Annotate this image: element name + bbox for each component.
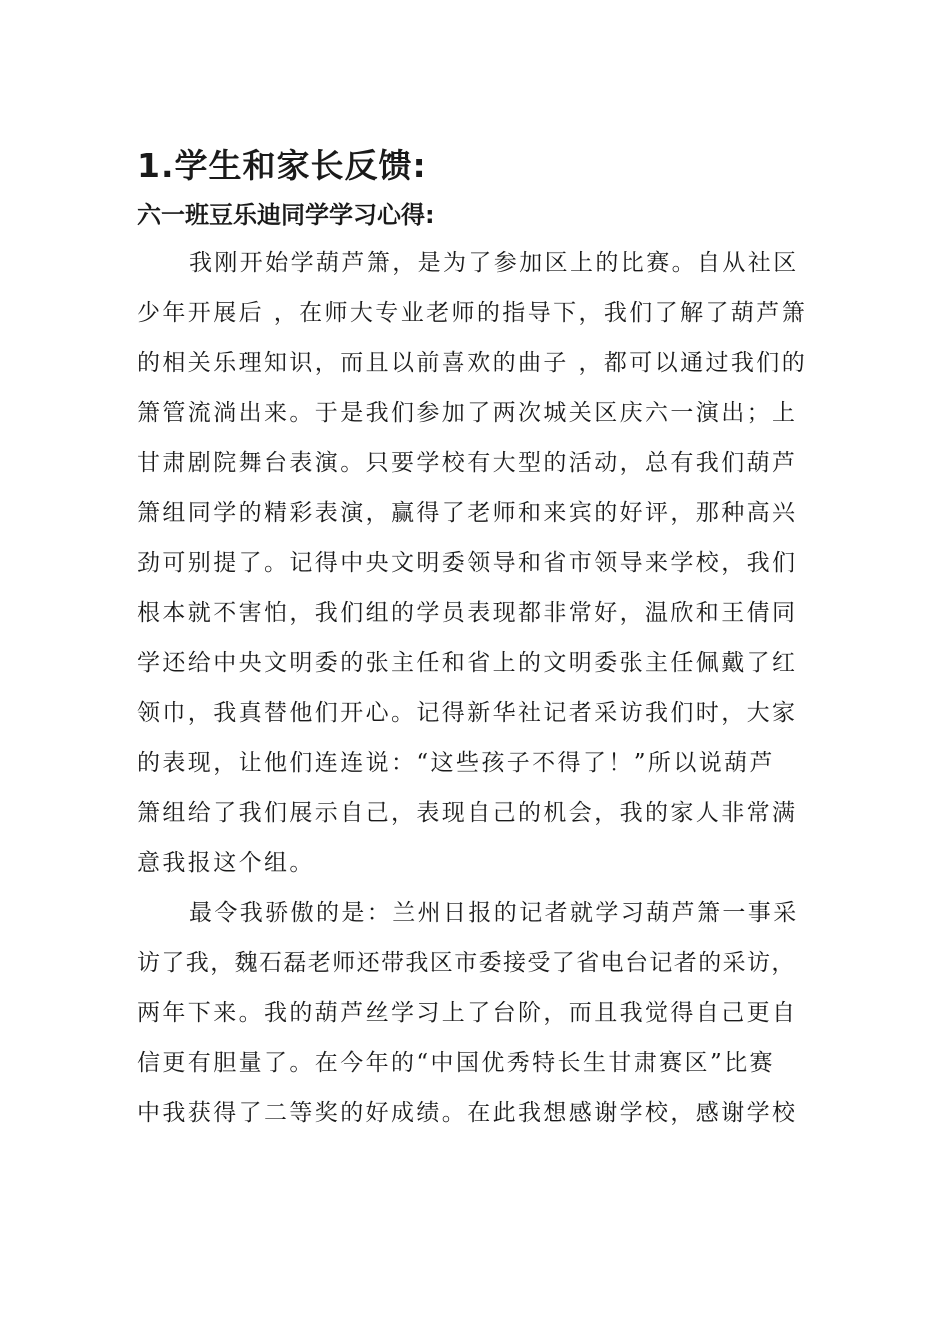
paragraph-line: 箫组同学的精彩表演，赢得了老师和来宾的好评，那种高兴 [137,500,798,526]
paragraph-line: 中我获得了二等奖的好成绩。在此我想感谢学校，感谢学校 [137,1100,798,1126]
paragraph-line: 少年开展后 ，在师大专业老师的指导下，我们了解了葫芦箫 [137,300,808,326]
section-heading: 1.学生和家长反馈: [137,146,427,185]
paragraph-line: 两年下来。我的葫芦丝学习上了台阶，而且我觉得自己更自 [137,1000,798,1026]
paragraph-line: 信更有胆量了。在今年的“中国优秀特长生甘肃赛区”比赛 [137,1050,775,1076]
paragraph-line: 的表现，让他们连连说：“这些孩子不得了！”所以说葫芦 [137,750,775,776]
paragraph-line: 劲可别提了。记得中央文明委领导和省市领导来学校，我们 [137,550,798,576]
paragraph-line: 根本就不害怕，我们组的学员表现都非常好，温欣和王倩同 [137,600,798,626]
paragraph-line: 箫管流淌出来。于是我们参加了两次城关区庆六一演出；上 [137,400,798,426]
paragraph-line: 箫组给了我们展示自己，表现自己的机会，我的家人非常满 [137,800,798,826]
paragraph-line: 我刚开始学葫芦箫，是为了参加区上的比赛。自从社区 [189,250,799,276]
paragraph-line: 最令我骄傲的是：兰州日报的记者就学习葫芦箫一事采 [189,900,799,926]
subheading: 六一班豆乐迪同学学习心得: [137,201,435,229]
paragraph-line: 甘肃剧院舞台表演。只要学校有大型的活动，总有我们葫芦 [137,450,798,476]
paragraph-line: 的相关乐理知识，而且以前喜欢的曲子 ，都可以通过我们的 [137,350,808,376]
paragraph-line: 学还给中央文明委的张主任和省上的文明委张主任佩戴了红 [137,650,798,676]
paragraph-line: 领巾，我真替他们开心。记得新华社记者采访我们时，大家 [137,700,798,726]
paragraph-line: 访了我，魏石磊老师还带我区市委接受了省电台记者的采访， [137,950,796,976]
paragraph-line: 意我报这个组。 [137,850,315,876]
